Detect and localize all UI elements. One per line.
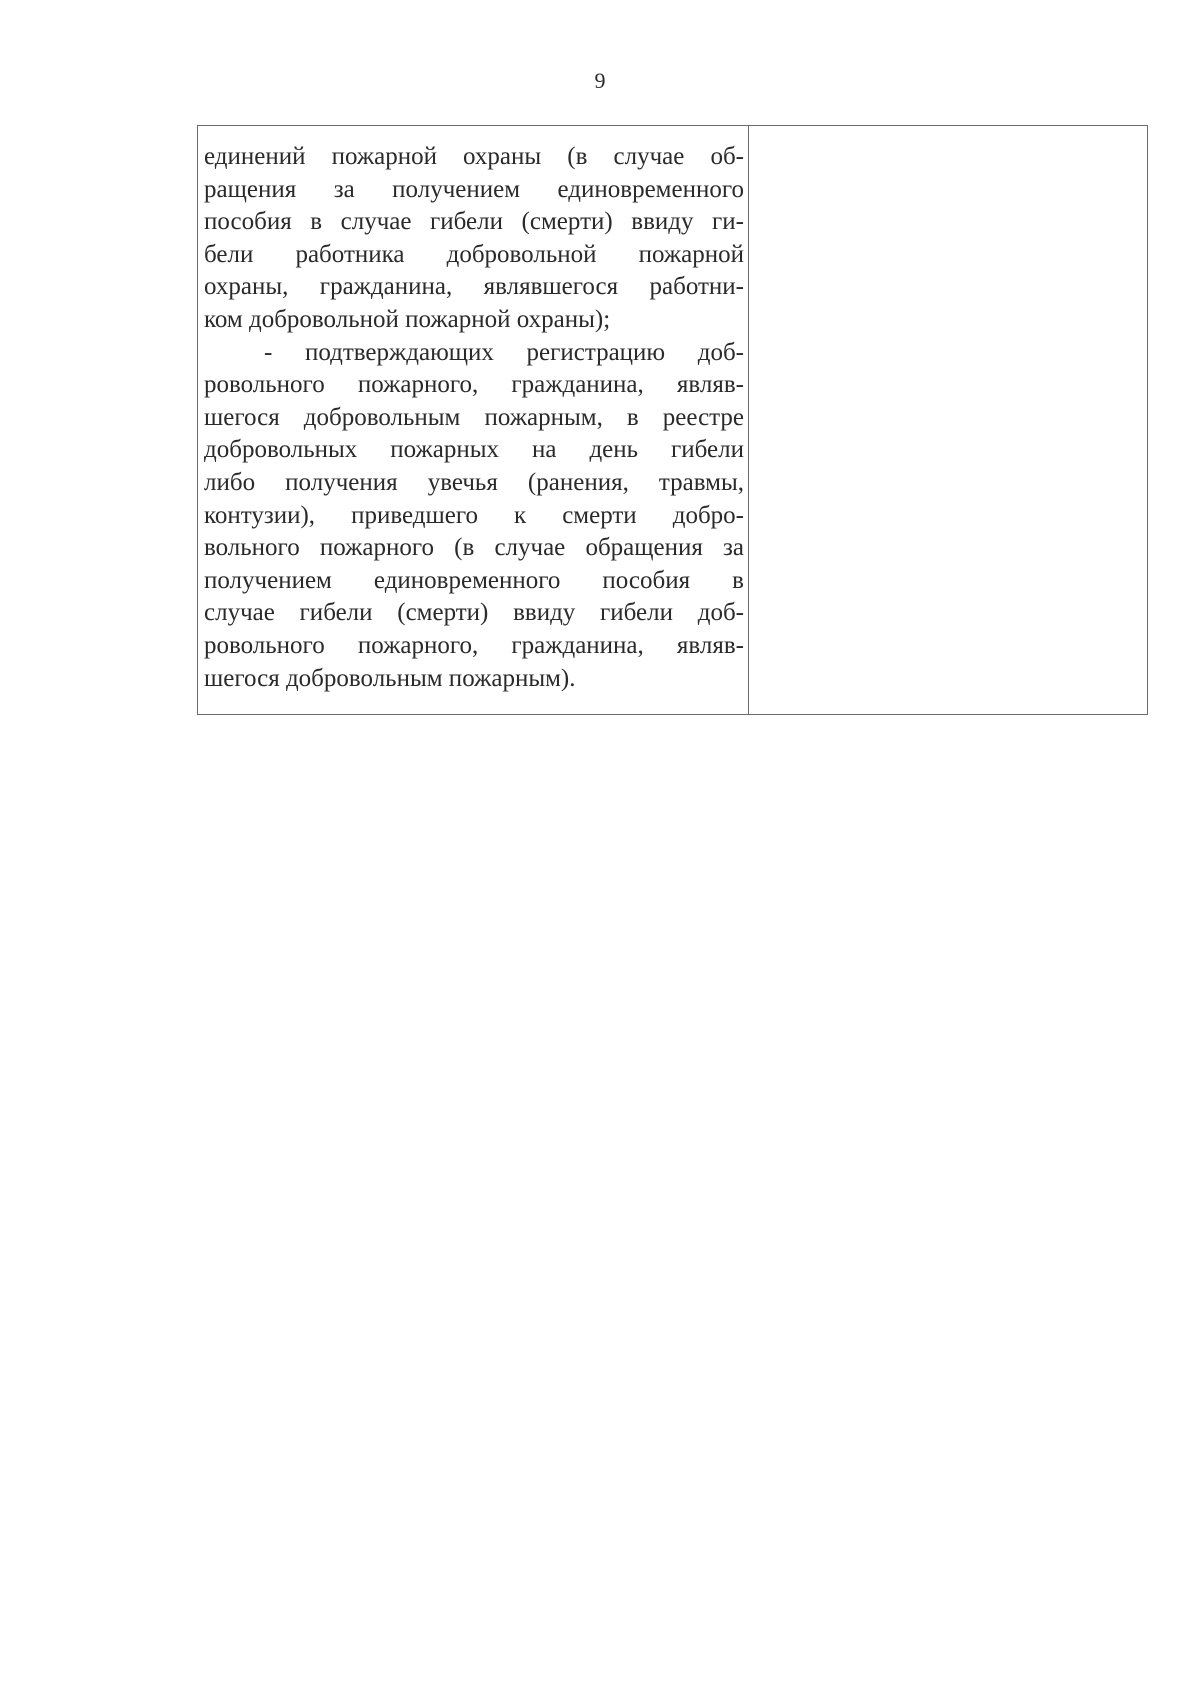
text-line: получением единовременного пособия в: [204, 566, 744, 594]
text-line: случае гибели (смерти) ввиду гибели доб-: [204, 599, 744, 627]
table-cell-right: [749, 126, 1148, 715]
text-line: пособия в случае гибели (смерти) ввиду ги-: [204, 208, 744, 236]
text-line: шегося добровольным пожарным, в реестре: [204, 403, 744, 431]
cell-paragraphs: [198, 126, 748, 695]
document-table: [197, 125, 1148, 715]
text-line: ком добровольной пожарной охраны);: [204, 305, 611, 333]
text-line: охраны, гражданина, являвшегося работни-: [204, 273, 744, 301]
text-line: ровольного пожарного, гражданина, являв-: [204, 631, 744, 659]
text-line: контузии), приведшего к смерти добро-: [204, 501, 744, 529]
table-row: [198, 126, 1148, 715]
text-line: бели работника добровольной пожарной: [204, 240, 744, 268]
text-line: шегося добровольным пожарным).: [204, 664, 576, 692]
page-number: 9: [594, 68, 606, 93]
text-line: единений пожарной охраны (в случае об-: [204, 143, 744, 170]
text-line: добровольных пожарных на день гибели: [204, 436, 744, 464]
table-cell-left: [198, 126, 749, 715]
text-line: - подтверждающих регистрацию доб-: [264, 338, 744, 366]
text-line: ращения за получением единовременного: [204, 175, 744, 203]
text-line: ровольного пожарного, гражданина, являв-: [204, 371, 744, 399]
text-line: вольного пожарного (в случае обращения за: [204, 534, 744, 562]
text-line: либо получения увечья (ранения, травмы,: [204, 468, 744, 496]
